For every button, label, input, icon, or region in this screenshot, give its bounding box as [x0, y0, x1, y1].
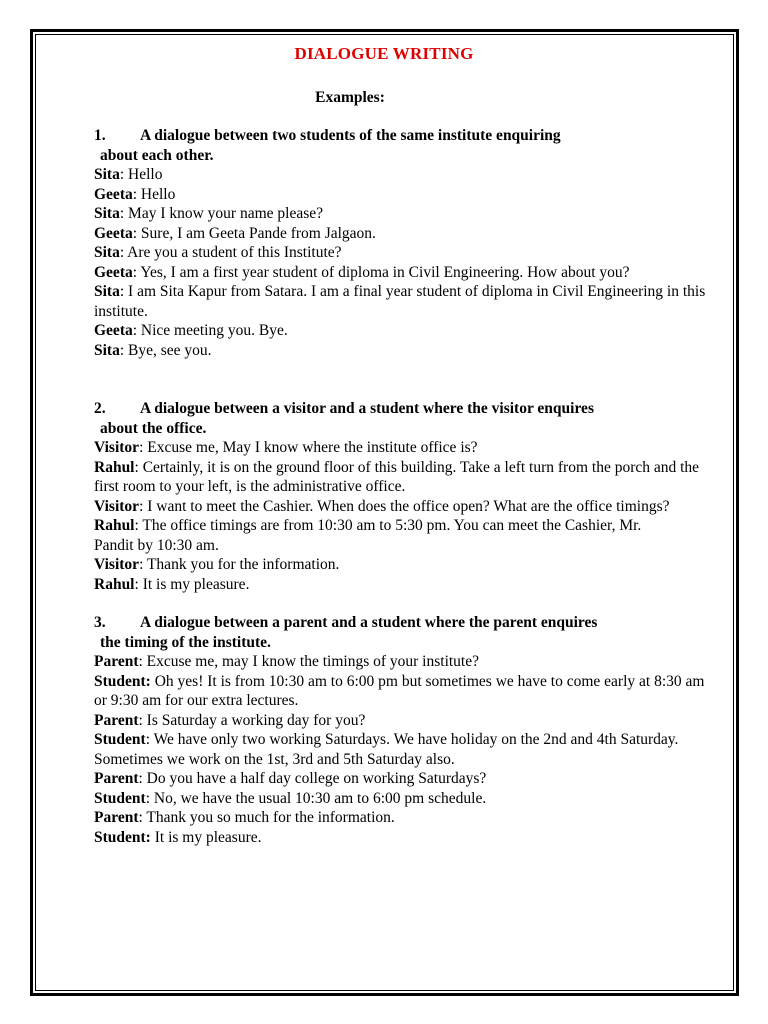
- dialogue-text: Excuse me, May I know where the institute office is?: [147, 439, 478, 456]
- dialogue-text: No, we have the usual 10:30 am to 6:00 pm schedule.: [153, 789, 487, 807]
- dialogue-text: Certainly, it is on the ground floor of this building. Take a left turn from the porch and the first room to your left, is the administrative office.: [94, 458, 700, 495]
- speaker-name: Student:: [94, 672, 151, 690]
- dialogue-text: Hello: [128, 166, 163, 183]
- speaker-name: Rahul: [94, 517, 135, 534]
- speaker-name: Student:: [94, 828, 151, 846]
- dialogue-text: We have only two working Saturdays. We have holiday on the 2nd and 4th Saturday. Sometimes we work on the 1st, 3rd and 5th Saturday also.: [94, 731, 679, 768]
- speaker-name: Sita: [94, 166, 120, 183]
- dialogue-text: Bye, see you.: [128, 341, 212, 359]
- section-number: 3.: [94, 614, 106, 631]
- dialogue-line: [94, 711, 706, 731]
- section-heading: [94, 613, 706, 652]
- section-heading: [94, 399, 706, 438]
- page-title: DIALOGUE WRITING: [294, 44, 474, 63]
- speaker-name: Student: [94, 789, 146, 807]
- section-number: 1.: [94, 127, 106, 144]
- dialogue-line: [94, 282, 706, 321]
- dialogue-text: Nice meeting you. Bye.: [140, 322, 288, 339]
- speaker-separator: :: [132, 185, 141, 203]
- speaker-name: Rahul: [94, 458, 135, 476]
- speaker-name: Sita: [94, 283, 120, 300]
- dialogue-line: [94, 536, 706, 556]
- dialogue-text: Thank you so much for the information.: [146, 809, 395, 826]
- dialogue-line: [94, 438, 706, 458]
- speaker-separator: :: [139, 497, 148, 515]
- dialogue-text: Do you have a half day college on working Saturdays?: [146, 770, 487, 787]
- speaker-separator: :: [139, 556, 147, 573]
- dialogue-line: [94, 224, 706, 244]
- dialogue-line: [94, 769, 706, 789]
- dialogue-line: [94, 243, 706, 263]
- speaker-name: Parent: [94, 770, 139, 787]
- dialogue-line: [94, 789, 706, 809]
- speaker-separator: :: [132, 224, 141, 242]
- dialogue-line: [94, 263, 706, 283]
- speaker-separator: :: [119, 341, 129, 359]
- dialogue-line: [94, 808, 706, 828]
- speaker-separator: :: [119, 244, 128, 261]
- dialogue-text: Hello: [140, 185, 176, 203]
- speaker-name: Sita: [94, 205, 120, 222]
- dialogue-line: [94, 458, 706, 497]
- speaker-separator: :: [119, 166, 129, 183]
- dialogue-text: Yes, I am a first year student of diploma in Civil Engineering. How about you?: [140, 263, 630, 281]
- section-spacer: [94, 594, 706, 613]
- dialogue-text: May I know your name please?: [128, 205, 324, 222]
- speaker-name: Geeta: [94, 185, 133, 203]
- speaker-separator: :: [119, 283, 129, 300]
- dialogue-section: [94, 126, 706, 360]
- dialogue-line: [94, 204, 706, 224]
- speaker-name: Sita: [94, 244, 120, 261]
- speaker-name: Student: [94, 731, 146, 748]
- dialogue-line: [94, 555, 706, 575]
- section-heading-continuation: about the office.: [100, 419, 207, 437]
- section-heading-continuation: about each other.: [100, 146, 214, 164]
- speaker-separator: :: [138, 653, 147, 670]
- speaker-name: Parent: [94, 653, 139, 670]
- dialogue-content: [94, 126, 706, 847]
- section-heading-text: A dialogue between two students of the same institute enquiring: [140, 127, 561, 144]
- dialogue-section: [94, 613, 706, 847]
- dialogue-line: [94, 652, 706, 672]
- dialogue-line: [94, 341, 706, 361]
- dialogue-line: [94, 672, 706, 711]
- examples-heading: Examples:: [315, 89, 385, 106]
- dialogue-text: Excuse me, may I know the timings of your institute?: [146, 653, 479, 670]
- speaker-separator: :: [139, 439, 148, 456]
- speaker-name: Parent: [94, 711, 139, 729]
- speaker-separator: :: [134, 575, 143, 593]
- section-heading-text: A dialogue between a visitor and a student where the visitor enquires: [140, 400, 594, 417]
- dialogue-text: Is Saturday a working day for you?: [146, 711, 366, 729]
- speaker-name: Visitor: [94, 497, 140, 515]
- dialogue-line: [94, 185, 706, 205]
- speaker-name: Sita: [94, 341, 120, 359]
- section-heading-text: A dialogue between a parent and a student where the parent enquires: [140, 614, 598, 631]
- speaker-name: Geeta: [94, 263, 133, 281]
- dialogue-text: Sure, I am Geeta Pande from Jalgaon.: [140, 224, 376, 242]
- section-heading: [94, 126, 706, 165]
- speaker-name: Rahul: [94, 575, 135, 593]
- section-heading-continuation: the timing of the institute.: [100, 633, 271, 651]
- dialogue-line: [94, 497, 706, 517]
- dialogue-line: [94, 516, 706, 536]
- dialogue-text: I am Sita Kapur from Satara. I am a final year student of diploma in Civil Engineering in this institute.: [94, 283, 706, 320]
- dialogue-text: Are you a student of this Institute?: [127, 244, 342, 261]
- speaker-separator: :: [138, 711, 147, 729]
- dialogue-text: I want to meet the Cashier. When does the office open? What are the office timings?: [147, 497, 670, 515]
- dialogue-line: [94, 828, 706, 848]
- speaker-separator: :: [145, 731, 154, 748]
- dialogue-line: [94, 730, 706, 769]
- speaker-name: Visitor: [94, 556, 140, 573]
- dialogue-line: [94, 321, 706, 341]
- speaker-separator: :: [134, 517, 143, 534]
- speaker-name: Geeta: [94, 322, 133, 339]
- dialogue-text: It is my pleasure.: [142, 575, 250, 593]
- dialogue-text: Pandit by 10:30 am.: [94, 536, 219, 554]
- speaker-separator: :: [145, 789, 154, 807]
- dialogue-section: [94, 399, 706, 594]
- speaker-separator: :: [134, 458, 143, 476]
- dialogue-text: Oh yes! It is from 10:30 am to 6:00 pm but sometimes we have to come early at 8:30 am or 9:30 am for our extra lectures.: [94, 672, 705, 709]
- dialogue-text: The office timings are from 10:30 am to 5:30 pm. You can meet the Cashier, Mr.: [142, 517, 642, 534]
- speaker-separator: :: [132, 263, 141, 281]
- dialogue-text: Thank you for the information.: [146, 556, 340, 573]
- dialogue-line: [94, 575, 706, 595]
- dialogue-text: It is my pleasure.: [154, 828, 262, 846]
- section-number: 2.: [94, 400, 106, 417]
- speaker-name: Parent: [94, 809, 139, 826]
- speaker-separator: :: [138, 770, 147, 787]
- speaker-name: Visitor: [94, 439, 140, 456]
- speaker-name: Geeta: [94, 224, 133, 242]
- dialogue-line: [94, 165, 706, 185]
- speaker-separator: :: [138, 809, 147, 826]
- speaker-separator: :: [132, 322, 141, 339]
- section-spacer: [94, 360, 706, 399]
- speaker-separator: :: [119, 205, 129, 222]
